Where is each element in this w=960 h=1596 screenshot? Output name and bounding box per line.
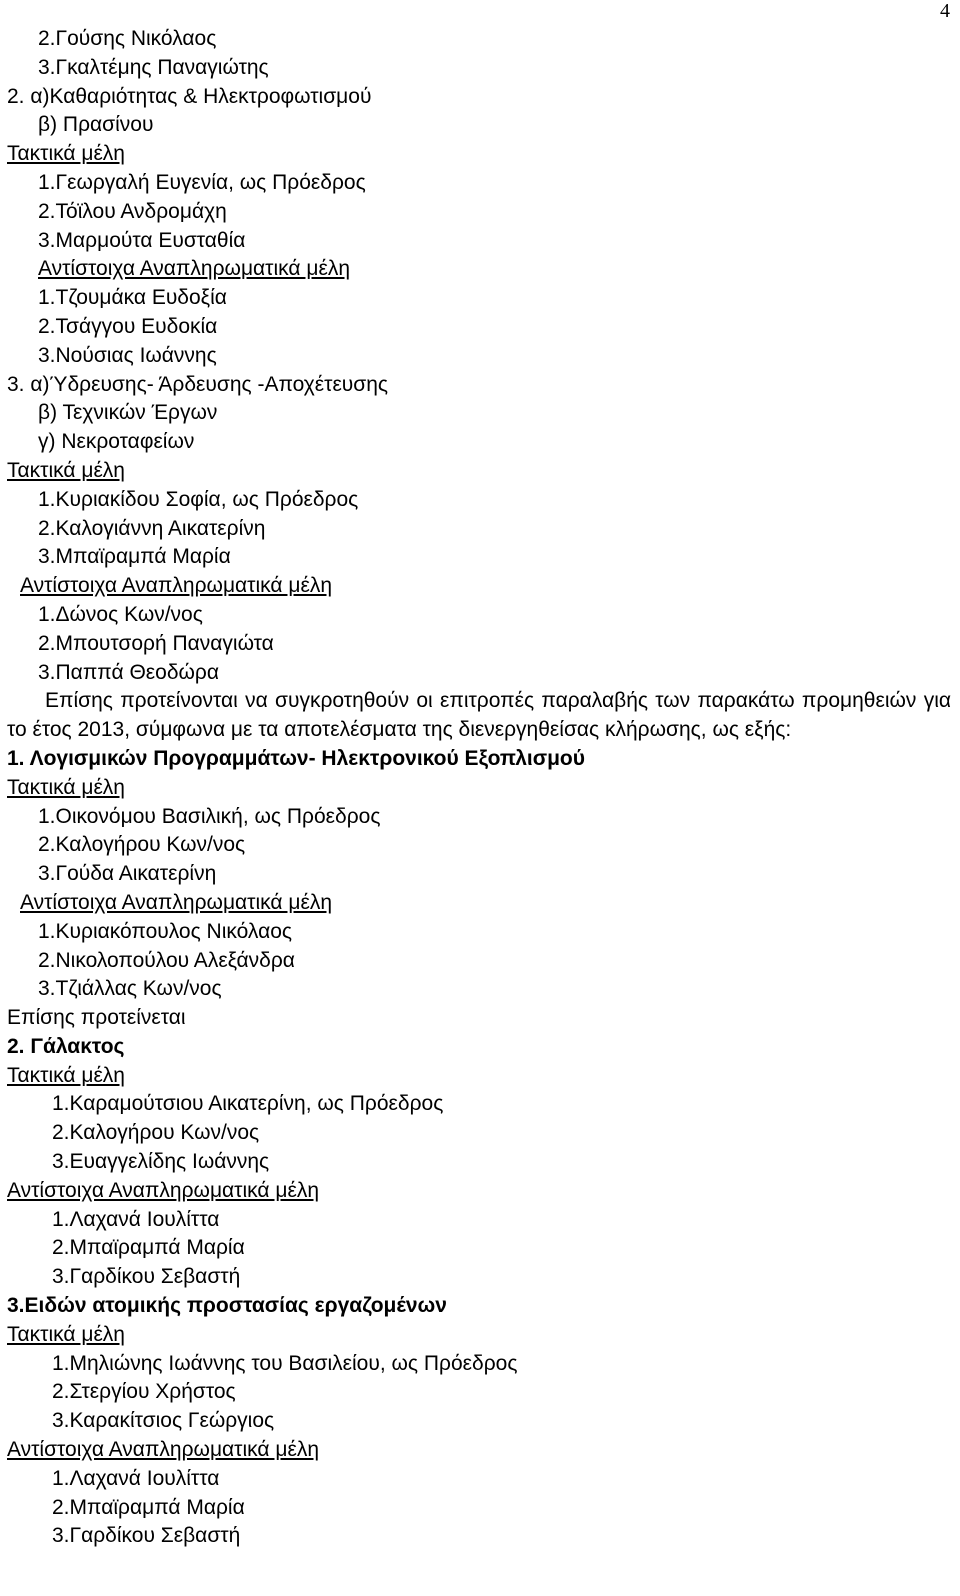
member-line: 1.Κυριακίδου Σοφία, ως Πρόεδρος	[38, 487, 359, 511]
committee-subheading: β) Τεχνικών Έργων	[38, 401, 218, 425]
regular-members-label: Τακτικά μέλη	[7, 775, 125, 799]
member-line: 2.Μπαϊραμπά Μαρία	[52, 1236, 245, 1260]
member-line: 1.Γεωργαλή Ευγενία, ως Πρόεδρος	[38, 170, 366, 194]
committee-heading: 2. α)Καθαριότητας & Ηλεκτροφωτισμού	[7, 84, 372, 108]
substitute-members-label: Αντίστοιχα Αναπληρωματικά μέλη	[20, 574, 333, 598]
member-line: 2.Καλογήρου Κων/νος	[38, 833, 246, 857]
member-line: 3.Τζιάλλας Κων/νος	[38, 977, 222, 1001]
committee-heading: 2. Γάλακτος	[7, 1034, 125, 1058]
committee-heading: 3. α)Ύδρευσης- Άρδευσης -Αποχέτευσης	[7, 372, 389, 396]
member-line: 1.Κυριακόπουλος Νικόλαος	[38, 919, 293, 943]
member-line: 3.Καρακίτσιος Γεώργιος	[52, 1409, 275, 1433]
member-line: 3.Νούσιας Ιωάννης	[38, 343, 217, 367]
member-line: 3.Ευαγγελίδης Ιωάννης	[52, 1150, 270, 1174]
member-line: 2.Μπαϊραμπά Μαρία	[52, 1495, 245, 1519]
member-line: 3.Γκαλτέμης Παναγιώτης	[38, 55, 269, 79]
committee-heading: 1. Λογισμικών Προγραμμάτων- Ηλεκτρονικού Εξοπλισμού	[7, 746, 585, 770]
document-body	[0, 25, 960, 1551]
member-line: 2.Στεργίου Χρήστος	[52, 1380, 236, 1404]
member-line: 1.Δώνος Κων/νος	[38, 602, 203, 626]
regular-members-label: Τακτικά μέλη	[7, 1322, 125, 1346]
regular-members-label: Τακτικά μέλη	[7, 458, 125, 482]
page-number: 4	[940, 0, 950, 22]
committee-subheading: γ) Νεκροταφείων	[38, 430, 195, 454]
member-line: 1.Καραμούτσιου Αικατερίνη, ως Πρόεδρος	[52, 1092, 444, 1116]
member-line: 1.Λαχανά Ιουλίττα	[52, 1466, 220, 1490]
member-line: 2.Τόϊλου Ανδρομάχη	[38, 199, 227, 223]
committee-heading: 3.Ειδών ατομικής προστασίας εργαζομένων	[7, 1294, 447, 1318]
member-line: 2.Γούσης Νικόλαος	[38, 27, 217, 50]
member-line: 3.Μαρμούτα Ευσταθία	[38, 228, 246, 252]
member-line: 2.Καλογιάννη Αικατερίνη	[38, 516, 266, 540]
member-line: 1.Λαχανά Ιουλίττα	[52, 1207, 220, 1231]
member-line: 2.Μπουτσορή Παναγιώτα	[38, 631, 274, 655]
committee-subheading: β) Πρασίνου	[38, 113, 154, 137]
member-line: 3.Παππά Θεοδώρα	[38, 660, 220, 684]
substitute-members-label: Αντίστοιχα Αναπληρωματικά μέλη	[38, 257, 351, 281]
intro-paragraph: Επίσης προτείνονται να συγκροτηθούν οι επιτροπές παραλαβής των παρακάτω προμηθειών για το έτος 2013, σύμφωνα με τα αποτελέσματα της διενεργηθείσας κλήρωσης, ως εξής:	[7, 689, 951, 742]
member-line: 1.Οικονόμου Βασιλική, ως Πρόεδρος	[38, 804, 381, 828]
member-line: 3.Γαρδίκου Σεβαστή	[52, 1524, 241, 1548]
regular-members-label: Τακτικά μέλη	[7, 1063, 125, 1087]
section-text: Επίσης προτείνεται	[7, 1006, 186, 1030]
member-line: 3.Μπαϊραμπά Μαρία	[38, 545, 231, 569]
regular-members-label: Τακτικά μέλη	[7, 142, 125, 166]
member-line: 1.Τζουμάκα Ευδοξία	[38, 286, 227, 310]
member-line: 3.Γαρδίκου Σεβαστή	[52, 1265, 241, 1289]
member-line: 2.Καλογήρου Κων/νος	[52, 1121, 260, 1145]
substitute-members-label: Αντίστοιχα Αναπληρωματικά μέλη	[7, 1438, 320, 1462]
member-line: 3.Γούδα Αικατερίνη	[38, 862, 217, 886]
substitute-members-label: Αντίστοιχα Αναπληρωματικά μέλη	[20, 890, 333, 914]
member-line: 1.Μηλιώνης Ιωάννης του Βασιλείου, ως Πρόεδρος	[52, 1351, 518, 1375]
member-line: 2.Τσάγγου Ευδοκία	[38, 314, 218, 338]
substitute-members-label: Αντίστοιχα Αναπληρωματικά μέλη	[7, 1178, 320, 1202]
member-line: 2.Νικολοπούλου Αλεξάνδρα	[38, 948, 295, 972]
